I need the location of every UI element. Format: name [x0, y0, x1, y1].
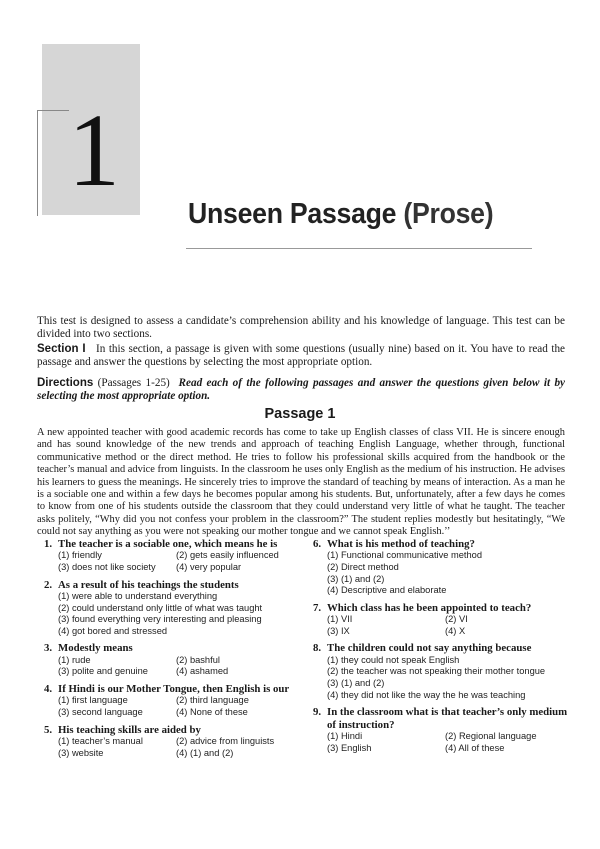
question-text: The children could not say anything because [327, 642, 532, 655]
question-number: 4. [44, 682, 53, 695]
answer-option: (4) None of these [176, 706, 248, 717]
chapter-title-main: Unseen Passage [188, 198, 397, 230]
questions-column-right [313, 538, 573, 759]
question-item [313, 706, 573, 754]
answer-options [58, 655, 306, 678]
question-item [313, 602, 573, 638]
question-text: Modestly means [58, 642, 133, 655]
section-1-text: In this section, a passage is given with some questions (usually nine) based on it. You have to read the passage and answer the questions by selecting the most appropriate option. [37, 343, 565, 369]
answer-option: (4) they did not like the way the he was teaching [327, 689, 526, 700]
answer-options [58, 736, 306, 759]
answer-option: (1) they could not speak English [327, 654, 460, 665]
question-item [44, 579, 306, 638]
question-text: The teacher is a sociable one, which means he is [58, 538, 278, 550]
question-stem [313, 602, 573, 614]
answer-option: (1) Hindi [327, 730, 363, 741]
answer-option: (3) found everything very interesting and pleasing [58, 614, 262, 625]
answer-option: (4) All of these [445, 742, 505, 753]
question-stem [44, 538, 306, 550]
answer-option: (3) English [327, 742, 372, 753]
question-item [44, 683, 306, 719]
question-text: What is his method of teaching? [327, 538, 475, 550]
answer-option: (4) got bored and stressed [58, 625, 168, 636]
answer-option: (2) gets easily influenced [176, 550, 279, 561]
title-underline [186, 248, 532, 249]
answer-option: (3) second language [58, 706, 143, 717]
question-number: 5. [44, 723, 53, 736]
question-item [44, 642, 306, 678]
answer-option: (3) (1) and (2) [327, 573, 385, 584]
passage-title: Passage 1 [264, 406, 336, 422]
answer-option: (1) first language [58, 695, 128, 706]
question-item [44, 724, 306, 760]
question-number: 9. [313, 706, 322, 719]
question-number: 6. [313, 538, 322, 550]
question-text: As a result of his teachings the students [58, 578, 239, 591]
questions-column-left [44, 538, 306, 764]
directions-label: Directions [37, 377, 94, 389]
question-stem [44, 579, 306, 591]
directions-paragraph [37, 377, 565, 404]
answer-options [58, 550, 306, 573]
question-stem [313, 538, 573, 550]
answer-options [327, 731, 573, 754]
question-stem [44, 642, 306, 654]
answer-option: (1) teacher’s manual [58, 735, 143, 746]
question-number: 7. [313, 601, 322, 614]
answer-option: (3) IX [327, 625, 350, 636]
answer-option: (4) X [445, 625, 466, 636]
directions-range: (Passages 1-25) [97, 377, 170, 389]
answer-option: (2) third language [176, 695, 249, 706]
question-item [313, 642, 573, 701]
answer-option: (3) does not like society [58, 562, 156, 572]
question-number: 1. [44, 538, 53, 550]
answer-option: (2) VI [445, 614, 468, 625]
question-stem [313, 642, 573, 654]
answer-option: (1) VII [327, 614, 353, 625]
question-stem [313, 706, 573, 731]
answer-option: (2) Direct method [327, 562, 399, 572]
section-1-label: Section I [37, 343, 86, 355]
chapter-corner-line-vertical [37, 110, 38, 216]
question-text: Which class has he been appointed to teach? [327, 601, 532, 614]
answer-option: (1) were able to understand everything [58, 591, 218, 601]
answer-options [327, 614, 573, 637]
answer-option: (2) bashful [176, 654, 220, 665]
answer-option: (2) the teacher was not speaking their mother tongue [327, 666, 546, 677]
question-number: 8. [313, 642, 322, 655]
answer-option: (3) website [58, 747, 104, 758]
question-item [44, 538, 306, 574]
question-number: 3. [44, 642, 53, 655]
answer-option: (2) advice from linguists [176, 735, 275, 746]
section-1-paragraph [37, 343, 565, 370]
answer-option: (1) Functional communicative method [327, 550, 483, 561]
answer-options [327, 550, 573, 596]
answer-option: (4) very popular [176, 562, 242, 572]
answer-options [327, 655, 573, 701]
answer-option: (4) ashamed [176, 666, 229, 677]
directions-text: Read each of the following passages and answer the questions given below it by selecting the most appropriate option. [37, 377, 566, 403]
chapter-title-subtitle: (Prose) [403, 198, 494, 230]
answer-option: (4) Descriptive and elaborate [327, 585, 447, 596]
answer-options [58, 591, 306, 637]
question-stem [44, 724, 306, 736]
question-text: His teaching skills are aided by [58, 723, 201, 736]
intro-paragraph: This test is designed to assess a candidate’s comprehension ability and his knowledge of language. This test can be divided into two sections. [37, 315, 565, 341]
chapter-title [188, 196, 493, 232]
question-number: 2. [44, 578, 53, 591]
question-text: If Hindi is our Mother Tongue, then English is our [58, 682, 290, 695]
passage-text: A new appointed teacher with good academic records has come to take up English classes of class VII. He is sincere enough and has sound knowledge of the new trends and approach of teaching English Language, whether through, functional communicative method or the direct method. He tries to follow his professional skills acquired from the handbook or the teacher’s manual and advice from linguists. In the classroom he uses only English as the medium of his instruction. He advises his learners to guess the meanings. He sincerely tries to improve the standard of teaching by means of interaction. As a man he is a sociable one and within a few days he becomes popular among his students. But, unfortunately, after a few days he comes to know from one of his students outside the classroom that they could understand very little of what he taught. The teacher asks politely, “Why did you not confess your problem in the classroom?” The student replies modestly but hesitatingly, “We could not say anything as you were not speaking our mother tongue and we cannot speak English.’’ [37, 427, 565, 538]
answer-options [58, 695, 306, 718]
chapter-number: 1 [68, 93, 120, 208]
answer-option: (4) (1) and (2) [176, 747, 234, 758]
question-item [313, 538, 573, 597]
question-text: In the classroom what is that teacher’s only medium of instruction? [327, 706, 568, 731]
answer-option: (2) could understand only little of what was taught [58, 602, 263, 613]
question-stem [44, 683, 306, 695]
answer-option: (1) rude [58, 654, 91, 665]
answer-option: (2) Regional language [445, 730, 537, 741]
answer-option: (3) (1) and (2) [327, 677, 385, 688]
answer-option: (1) friendly [58, 550, 102, 561]
answer-option: (3) polite and genuine [58, 666, 148, 677]
